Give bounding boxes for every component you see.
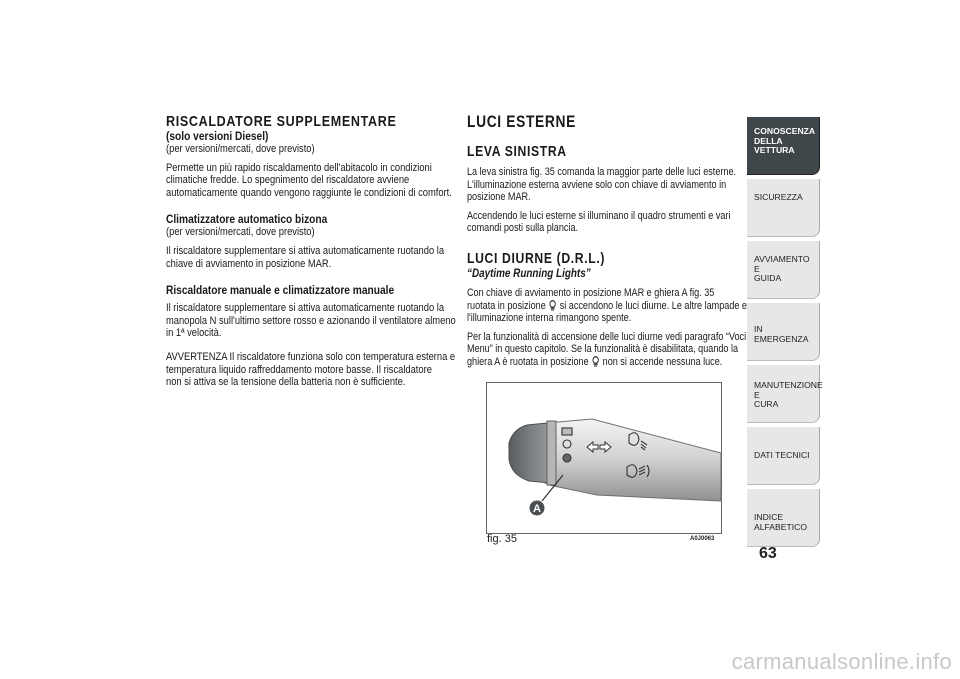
paragraph-leva-1: La leva sinistra fig. 35 comanda la maggior parte delle luci esterne. L'illuminazione esterna avviene solo con chiave di avviamento in posizione MAR. — [467, 166, 737, 204]
paragraph-leva-2: Accendendo le luci esterne si illuminano il quadro strumenti e vari comandi posti sulla plancia. — [467, 209, 731, 235]
left-column — [166, 114, 456, 395]
tab-manutenzione-e-cura[interactable]: MANUTENZIONE E CURA — [747, 365, 820, 423]
subheading-diesel: (solo versioni Diesel) — [166, 129, 269, 143]
ring-a — [547, 421, 556, 485]
drl-light-icon — [592, 356, 599, 367]
chapter-tabs — [747, 117, 823, 551]
stalk-tip — [509, 423, 551, 483]
section-title-manuale: Riscaldatore manuale e climatizzatore manuale — [166, 283, 395, 298]
intro-paragraph: Permette un più rapido riscaldamento dell'abitacolo in condizioni climatiche fredde. Lo spegnimento del riscaldatore avviene automaticamente quando vengono raggiunte le condizioni di comfort. — [166, 161, 452, 199]
section-title-bizona: Climatizzatore automatico bizona — [166, 212, 328, 227]
watermark: carmanualsonline.info — [731, 649, 952, 674]
paragraph-drl-2: Per la funzionalità di accensione delle luci diurne vedi paragrafo “Voci Menu” in questo capitolo. Se la funzionalità è disabilitata, quando la ghiera A è ruotata in posizione non si accende nessuna luce. — [467, 330, 747, 368]
drl-light-icon — [549, 300, 556, 311]
tab-conoscenza-della-vettura[interactable]: CONOSCENZA DELLA VETTURA — [747, 117, 820, 175]
figure-label: fig. 35 — [487, 533, 517, 545]
paragraph-drl-1: Con chiave di avviamento in posizione MAR e ghiera A fig. 35 ruotata in posizione si accendono le luci diurne. Le altre lampade e l'illuminazione interna rimangono spente. — [467, 286, 747, 325]
callout-a-label: A — [533, 503, 541, 515]
paragraph-bizona: Il riscaldatore supplementare si attiva automaticamente ruotando la chiave di avviamento in posizione MAR. — [166, 244, 445, 270]
figure-code: A0J0063 — [690, 536, 715, 542]
warning-paragraph: AVVERTENZA Il riscaldatore funziona solo con temperatura esterna e temperatura liquido raffreddamento motore basse. Il riscaldatore non si attiva se la tensione della batteria non è sufficiente. — [166, 350, 456, 389]
left-stalk-illustration — [487, 383, 721, 533]
tab-sicurezza[interactable]: SICUREZZA — [747, 179, 820, 237]
heading-riscaldatore: RISCALDATORE SUPPLEMENTARE — [166, 113, 397, 130]
tab-in-emergenza[interactable]: IN EMERGENZA — [747, 303, 820, 361]
tab-avviamento-e-guida[interactable]: AVVIAMENTO E GUIDA — [747, 241, 820, 299]
figure-left-stalk — [486, 382, 722, 534]
heading-leva-sinistra: LEVA SINISTRA — [467, 143, 567, 160]
paragraph-manuale: Il riscaldatore supplementare si attiva automaticamente ruotando la manopola N sull'ultimo settore rosso e azionando il ventilatore almeno in 1ª velocità. — [166, 302, 456, 340]
heading-luci-esterne: LUCI ESTERNE — [467, 112, 576, 131]
heading-luci-diurne: LUCI DIURNE (D.R.L.) — [467, 249, 606, 267]
right-column — [467, 114, 747, 375]
tab-indice-alfabetico[interactable]: INDICE ALFABETICO — [747, 489, 820, 547]
availability-note: (per versioni/mercati, dove previsto) — [166, 143, 315, 155]
tab-dati-tecnici[interactable]: DATI TECNICI — [747, 427, 820, 485]
availability-note-bizona: (per versioni/mercati, dove previsto) — [166, 226, 315, 239]
subtitle-daytime-running-lights: “Daytime Running Lights” — [467, 265, 591, 280]
page-number: 63 — [759, 545, 777, 562]
